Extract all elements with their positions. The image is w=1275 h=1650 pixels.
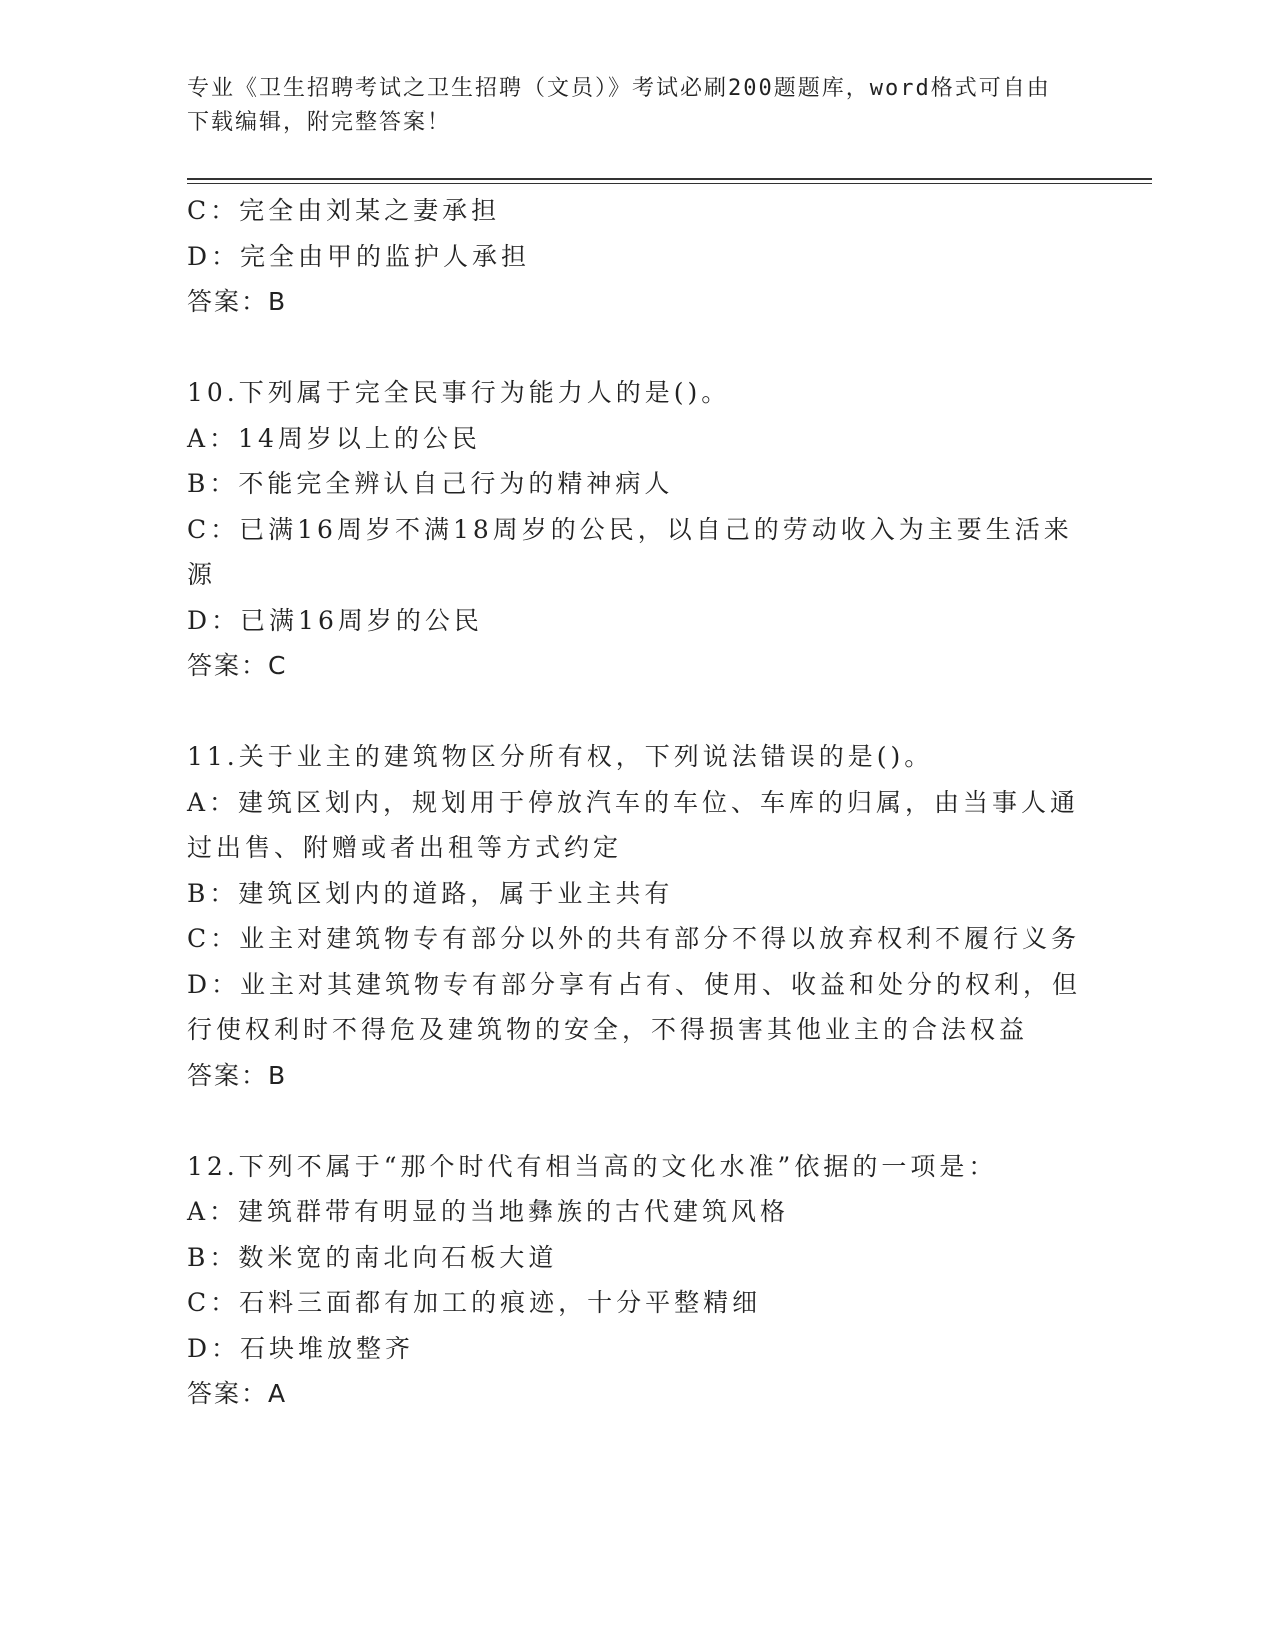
option-b: B：不能完全辨认自己行为的精神病人 [187,469,674,498]
option-d: D：业主对其建筑物专有部分享有占有、使用、收益和处分的权利，但行使权利时不得危及建筑物的安全，不得损害其他业主的合法权益 [187,969,1082,1044]
spacer [187,689,1087,735]
answer-line: 答案：B [187,287,288,316]
question-block-10 [187,370,1087,689]
option-c: C：已满16周岁不满18周岁的公民，以自己的劳动收入为主要生活来源 [187,514,1073,589]
question-stem: 12.下列不属于“那个时代有相当高的文化水准”依据的一项是： [187,1151,998,1181]
answer-line: 答案：A [187,1379,288,1408]
option-a: A：14周岁以上的公民 [187,423,481,453]
option-c: C：业主对建筑物专有部分以外的共有部分不得以放弃权利不履行义务 [187,924,1081,953]
page-header: 专业《卫生招聘考试之卫生招聘（文员）》考试必刷200题题库，word格式可自由下载编辑，附完整答案！ [187,76,1051,135]
answer-line: 答案：C [187,651,288,680]
spacer [187,1098,1087,1144]
answer-line: 答案：B [187,1060,288,1090]
question-block-11 [187,734,1087,1098]
header-divider-thick [187,178,1152,180]
option-a: A：建筑群带有明显的当地彝族的古代建筑风格 [187,1197,790,1226]
option-a: A：建筑区划内，规划用于停放汽车的车位、车库的归属，由当事人通过出售、附赠或者出租等方式约定 [187,787,1080,862]
spacer [187,325,1087,371]
option-b: B：数米宽的南北向石板大道 [187,1242,558,1272]
question-stem: 10.下列属于完全民事行为能力人的是()。 [187,378,731,407]
question-stem: 11.关于业主的建筑物区分所有权，下列说法错误的是()。 [187,742,934,771]
option-b: B：建筑区划内的道路，属于业主共有 [187,878,674,908]
question-block-12 [187,1144,1087,1417]
question-block-9 [187,188,1087,325]
option-c: C：石料三面都有加工的痕迹，十分平整精细 [187,1288,762,1317]
question-list [187,188,1087,1417]
option-d: D：已满16周岁的公民 [187,605,483,635]
header-divider-thin [187,183,1152,184]
option-c: C：完全由刘某之妻承担 [187,196,501,225]
option-d: D：完全由甲的监护人承担 [187,241,531,271]
option-d: D：石块堆放整齐 [187,1333,415,1363]
